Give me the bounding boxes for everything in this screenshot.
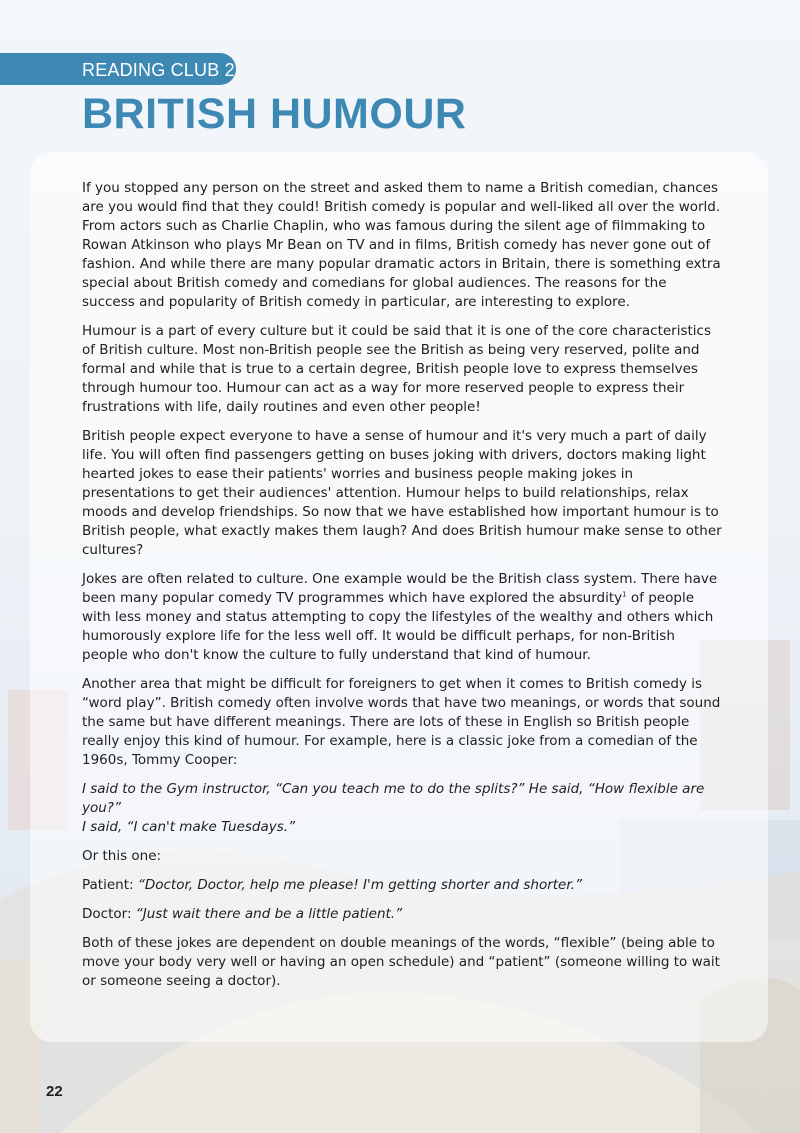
section-tag: [0, 53, 236, 85]
article-body: [82, 179, 722, 1001]
doctor-label: Doctor:: [82, 906, 136, 922]
paragraph-5: Another area that might be difficult for foreigners to get when it comes to British comedy is “word play”. British comedy often involve words that have two meanings, or words that sound the same but have different meanings. There are lots of these in English so British people really enjoy this kind of humour. For example, here is a classic joke from a comedian of the 1960s, Tommy Cooper:: [82, 676, 721, 768]
joke-1-line-1: I said to the Gym instructor, “Can you teach me to do the splits?” He said, “How flexible are you?”: [82, 781, 705, 816]
paragraph-3: British people expect everyone to have a sense of humour and it's very much a part of daily life. You will often find passengers getting on buses joking with drivers, doctors making light hearted jokes to ease their patients' worries and business people making jokes in presentations to get their audiences' attention. Humour helps to build relationships, relax moods and develop friendships. So now that we have established how important humour is to British people, what exactly makes them laugh? And does British humour make sense to other cultures?: [82, 428, 722, 558]
paragraph-2: Humour is a part of every culture but it could be said that it is one of the core characteristics of British culture. Most non-British people see the British as being very reserved, polite and formal and while that is true to a certain degree, British people love to express themselves through humour too. Humour can act as a way for more reserved people to express their frustrations with life, daily routines and even other people!: [82, 323, 712, 415]
paragraph-final: Both of these jokes are dependent on double meanings of the words, “flexible” (being able to move your body very well or having an open schedule) and “patient” (someone willing to wait or someone seeing a doctor).: [82, 935, 720, 989]
paragraph-1: If you stopped any person on the street and asked them to name a British comedian, chances are you would find that they could! British comedy is popular and well-liked all over the world. From actors such as Charlie Chaplin, who was famous during the silent age of filmmaking to Rowan Atkinson who plays Mr Bean on TV and in films, British comedy has never gone out of fashion. And while there are many popular dramatic actors in Britain, there is something extra special about British comedy and comedians for global audiences. The reasons for the success and popularity of British comedy in particular, are interesting to explore.: [82, 180, 721, 310]
joke-2-doctor: [82, 905, 722, 924]
joke-1-line-2: I said, “I can't make Tuesdays.”: [82, 819, 296, 835]
joke-1: [82, 780, 722, 837]
paragraph-4-part-1: Jokes are often related to culture. One example would be the British class system. There have been many popular comedy TV programmes which have explored the absurdity: [82, 571, 718, 606]
or-this-one: Or this one:: [82, 848, 162, 864]
footnote-marker: 1: [622, 590, 627, 599]
section-tag-label: READING CLUB 2: [82, 60, 235, 80]
page-number: 22: [46, 1083, 63, 1100]
paragraph-4: [82, 570, 722, 665]
patient-label: Patient:: [82, 877, 138, 893]
doctor-line: “Just wait there and be a little patient.”: [135, 906, 403, 922]
paragraph-4-part-2: of people with less money and status attempting to copy the lifestyles of the wealthy and others which humorously explore life for the less well off. It would be difficult perhaps, for non-British people who don't know the culture to fully understand that kind of humour.: [82, 590, 714, 663]
patient-line: “Doctor, Doctor, help me please! I'm getting shorter and shorter.”: [137, 877, 582, 893]
page-title: BRITISH HUMOUR: [82, 90, 467, 138]
joke-2-patient: [82, 876, 722, 895]
